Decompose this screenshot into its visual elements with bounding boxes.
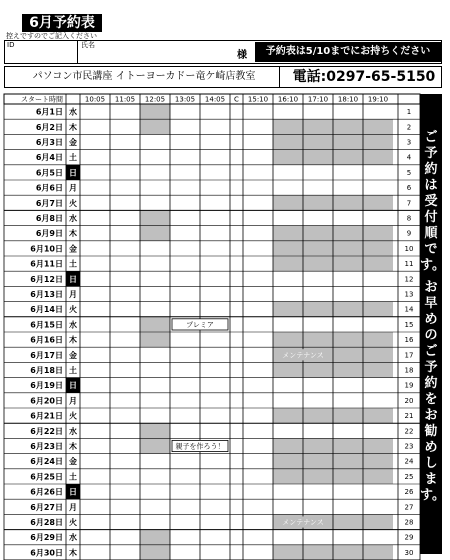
shaded-cell [273, 226, 303, 241]
weekday-cell: 日 [69, 274, 77, 284]
shaded-cell [333, 469, 363, 484]
shaded-cell [333, 195, 363, 210]
date-cell: 6月10日 [30, 244, 63, 254]
shaded-cell [140, 545, 170, 560]
shaded-cell [140, 423, 170, 438]
shaded-cell [363, 545, 393, 560]
shaded-cell [140, 530, 170, 545]
date-cell: 6月24日 [30, 457, 63, 467]
shaded-cell [363, 150, 393, 165]
event-label: プレミア [186, 320, 214, 329]
shaded-cell [303, 302, 333, 317]
shaded-cell [273, 332, 303, 347]
weekday-cell: 水 [69, 426, 77, 436]
page-title: 6月予約表 [22, 14, 102, 32]
shaded-cell [363, 256, 393, 271]
date-cell: 6月13日 [30, 290, 63, 299]
shaded-cell [303, 545, 333, 560]
time-header-cell: 17:10 [307, 95, 329, 104]
weekday-cell: 月 [69, 290, 77, 299]
date-cell: 6月11日 [30, 259, 63, 269]
shaded-cell [303, 226, 333, 241]
shaded-cell [333, 332, 363, 347]
row-number: 28 [404, 518, 414, 527]
shaded-cell [273, 150, 303, 165]
time-header-cell: 14:05 [204, 95, 226, 104]
shaded-cell [273, 256, 303, 271]
shaded-cell [273, 241, 303, 256]
shaded-cell [363, 514, 393, 529]
date-cell: 6月8日 [35, 214, 63, 223]
row-number: 26 [404, 488, 414, 497]
row-number: 30 [404, 548, 414, 557]
row-number: 15 [404, 320, 414, 329]
date-cell: 6月19日 [30, 381, 63, 391]
shaded-cell [140, 438, 170, 453]
weekday-cell: 木 [69, 442, 77, 451]
weekday-cell: 日 [69, 381, 77, 391]
time-header-cell: 10:05 [84, 95, 106, 104]
shaded-cell [273, 302, 303, 317]
shaded-cell [303, 195, 333, 210]
time-header-cell: 15:10 [247, 95, 269, 104]
shaded-cell [303, 150, 333, 165]
shaded-cell [333, 241, 363, 256]
row-number: 13 [404, 290, 414, 299]
shaded-cell [273, 469, 303, 484]
start-time-label: スタート時間 [21, 95, 63, 104]
shaded-cell [303, 241, 333, 256]
weekday-cell: 木 [69, 548, 77, 558]
time-header-cell: 13:05 [174, 95, 196, 104]
shaded-cell [333, 226, 363, 241]
shaded-cell [273, 362, 303, 377]
weekday-cell: 土 [69, 366, 77, 375]
weekday-cell: 日 [69, 487, 77, 497]
weekday-cell: 金 [69, 244, 77, 254]
row-number: 5 [406, 168, 412, 177]
shaded-cell [333, 134, 363, 149]
phone-number: 電話:0297-65-5150 [292, 69, 436, 85]
date-cell: 6月18日 [30, 366, 63, 375]
shaded-cell [273, 438, 303, 453]
shaded-cell [333, 302, 363, 317]
shaded-cell [273, 408, 303, 423]
shaded-cell [303, 362, 333, 377]
shaded-cell [363, 362, 393, 377]
weekday-cell: 木 [69, 122, 77, 132]
date-cell: 6月27日 [30, 502, 63, 512]
weekday-cell: 木 [69, 229, 77, 239]
shaded-cell [140, 332, 170, 347]
deadline-notice: 予約表は5/10までにお持ちください [255, 42, 441, 62]
row-number: 11 [404, 260, 414, 269]
weekday-cell: 水 [69, 320, 77, 330]
shaded-cell [273, 545, 303, 560]
shaded-cell [333, 514, 363, 529]
weekday-cell: 土 [69, 259, 77, 269]
date-cell: 6月5日 [35, 168, 63, 178]
row-number: 6 [406, 184, 412, 193]
date-cell: 6月1日 [35, 107, 63, 117]
weekday-cell: 火 [69, 411, 77, 421]
shaded-cell [363, 408, 393, 423]
weekday-cell: 木 [69, 335, 77, 345]
shaded-cell [363, 332, 393, 347]
time-header-cell: 18:10 [337, 95, 359, 104]
name-label: 氏名 [81, 41, 95, 49]
shaded-cell [303, 256, 333, 271]
date-cell: 6月6日 [35, 183, 63, 193]
weekday-cell: 金 [69, 138, 77, 147]
row-number: 23 [404, 442, 414, 451]
weekday-cell: 月 [69, 396, 77, 406]
row-number: 9 [406, 229, 412, 238]
shaded-cell [303, 469, 333, 484]
date-cell: 6月28日 [30, 518, 63, 527]
shaded-cell [140, 210, 170, 225]
row-number: 22 [404, 427, 414, 436]
weekday-cell: 火 [69, 305, 77, 315]
row-number: 1 [406, 108, 412, 117]
row-number: 3 [406, 138, 412, 147]
date-cell: 6月2日 [35, 122, 63, 132]
shaded-cell [363, 469, 393, 484]
row-number: 8 [406, 214, 412, 223]
shaded-cell [303, 134, 333, 149]
row-number: 27 [404, 503, 414, 512]
weekday-cell: 月 [69, 502, 77, 512]
date-cell: 6月22日 [30, 426, 63, 436]
shaded-cell [140, 317, 170, 332]
shaded-cell [333, 408, 363, 423]
shaded-cell [363, 347, 393, 362]
date-cell: 6月7日 [35, 198, 63, 208]
date-cell: 6月29日 [30, 533, 63, 543]
weekday-cell: 土 [69, 153, 77, 163]
row-number: 29 [404, 533, 414, 542]
date-cell: 6月25日 [30, 472, 63, 482]
date-cell: 6月12日 [30, 274, 63, 284]
row-number: 2 [406, 123, 412, 132]
date-cell: 6月23日 [30, 442, 63, 451]
date-cell: 6月17日 [30, 350, 63, 360]
shaded-cell [333, 438, 363, 453]
row-number: 14 [404, 305, 414, 314]
shaded-cell [140, 226, 170, 241]
weekday-cell: 月 [69, 183, 77, 193]
row-number: 7 [406, 199, 412, 208]
date-cell: 6月30日 [30, 548, 63, 558]
shaded-cell [333, 150, 363, 165]
weekday-cell: 金 [69, 350, 77, 360]
shaded-cell [273, 195, 303, 210]
row-number: 10 [404, 244, 414, 253]
shaded-cell [363, 241, 393, 256]
event-label: メンテナンス [282, 351, 324, 360]
shaded-cell [140, 119, 170, 134]
sidebar-top-text: ご予約は受付順です。 [420, 130, 445, 273]
shaded-cell [333, 454, 363, 469]
shaded-cell [273, 119, 303, 134]
shaded-cell [363, 454, 393, 469]
sidebar-banner [420, 94, 445, 554]
shaded-cell [333, 545, 363, 560]
shaded-cell [363, 302, 393, 317]
shaded-cell [273, 454, 303, 469]
shaded-cell [303, 332, 333, 347]
date-cell: 6月4日 [35, 153, 63, 163]
shaded-cell [363, 119, 393, 134]
shaded-cell [303, 119, 333, 134]
shaded-cell [273, 134, 303, 149]
date-cell: 6月20日 [30, 396, 63, 406]
date-cell: 6月3日 [35, 138, 63, 147]
row-number: 19 [404, 381, 414, 390]
row-number: 4 [406, 153, 412, 162]
row-number: 12 [404, 275, 414, 284]
date-cell: 6月9日 [35, 229, 63, 239]
weekday-cell: 土 [69, 472, 77, 482]
shaded-cell [333, 362, 363, 377]
shaded-cell [363, 195, 393, 210]
honorific-label: 様 [237, 50, 247, 61]
shaded-cell [333, 256, 363, 271]
shaded-cell [363, 438, 393, 453]
row-number: 16 [404, 336, 414, 345]
event-label: メンテナンス [282, 518, 324, 527]
time-header-cell: C [234, 95, 239, 104]
shaded-cell [303, 454, 333, 469]
shaded-cell [363, 134, 393, 149]
shaded-cell [333, 119, 363, 134]
weekday-cell: 水 [69, 533, 77, 543]
weekday-cell: 日 [69, 168, 77, 178]
shaded-cell [363, 226, 393, 241]
weekday-cell: 水 [69, 107, 77, 117]
date-cell: 6月14日 [30, 305, 63, 315]
weekday-cell: 火 [69, 198, 77, 208]
shaded-cell [140, 104, 170, 119]
weekday-cell: 金 [69, 457, 77, 467]
row-number: 17 [404, 351, 414, 360]
row-number: 21 [404, 412, 414, 421]
id-label: ID [7, 41, 15, 49]
event-label: 親子を作ろう！ [175, 442, 225, 451]
shaded-cell [333, 347, 363, 362]
date-cell: 6月15日 [30, 320, 63, 330]
date-cell: 6月16日 [30, 335, 63, 345]
shaded-cell [303, 438, 333, 453]
time-header-cell: 16:10 [277, 95, 299, 104]
row-number: 18 [404, 366, 414, 375]
weekday-cell: 水 [69, 214, 77, 223]
row-number: 25 [404, 472, 414, 481]
date-cell: 6月26日 [30, 487, 63, 497]
row-number: 20 [404, 396, 414, 405]
sidebar-bottom-text: お早めのご予約をお勧めします。 [420, 280, 445, 503]
time-header-cell: 11:05 [114, 95, 136, 104]
date-cell: 6月21日 [30, 411, 63, 421]
shaded-cell [303, 408, 333, 423]
row-number: 24 [404, 457, 414, 466]
weekday-cell: 火 [69, 518, 77, 527]
time-header-cell: 19:10 [367, 95, 389, 104]
instruction-note: 控えですのでご記入ください [6, 32, 97, 40]
time-header-cell: 12:05 [144, 95, 166, 104]
school-name: パソコン市民講座 イトーヨーカドー竜ケ崎店教室 [9, 67, 280, 87]
